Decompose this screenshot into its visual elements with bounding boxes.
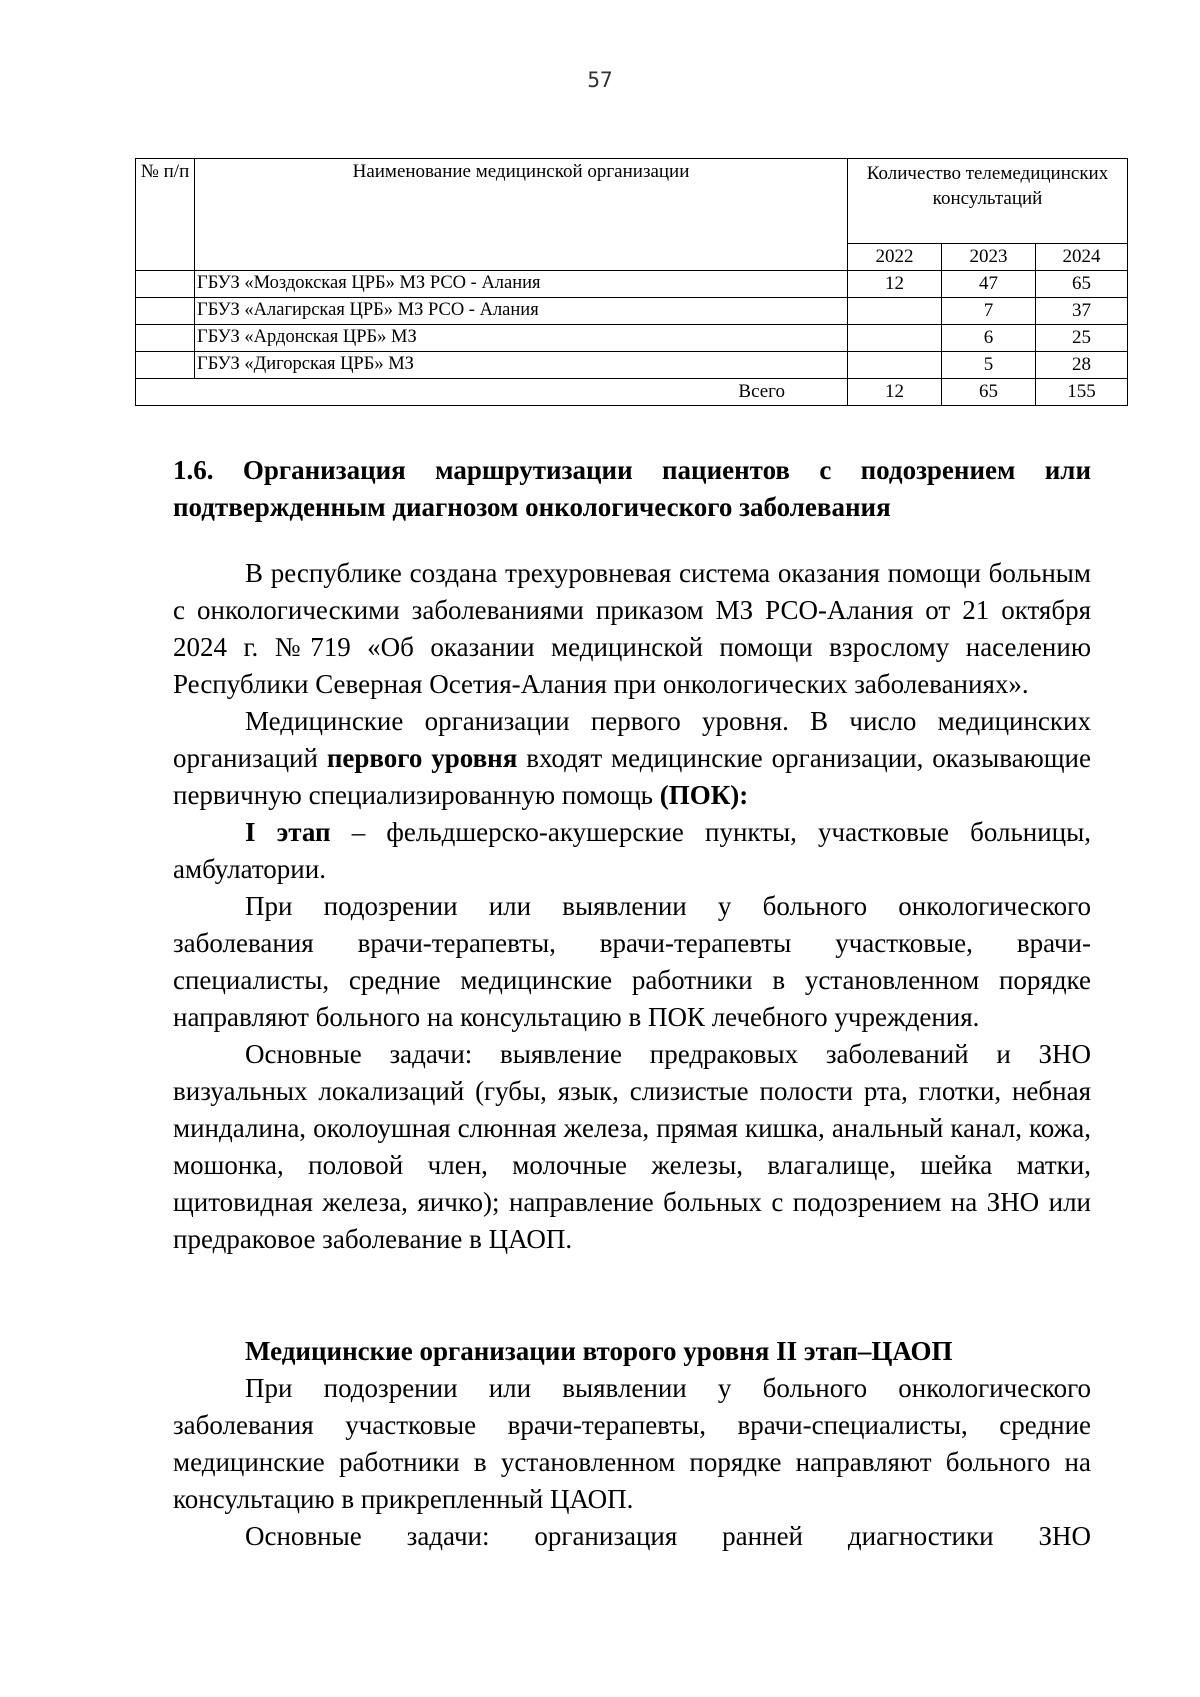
table-total-row [136, 379, 1128, 406]
row-num [136, 325, 195, 352]
row-org: ГБУЗ «Моздокская ЦРБ» МЗ РСО - Алания [195, 271, 848, 298]
paragraph-main-tasks: Основные задачи: выявление предраковых заболеваний и ЗНО визуальных локализаций (губы, язык, слизистые полости рта, глотки, небная миндалина, околоушная слюнная железа, прямая кишка, анальный канал, кожа, мошонка, половой член, молочные железы, влагалище, шейка матки, щитовидная железа, яичко); направление больных с подозрением на ЗНО или предраковое заболевание в ЦАОП. [173, 1039, 1091, 1254]
row-2024: 28 [1036, 352, 1128, 379]
table-row [136, 352, 1128, 379]
table-row [136, 325, 1128, 352]
row-org: ГБУЗ «Дигорская ЦРБ» МЗ [195, 352, 848, 379]
first-level-bold: первого уровня [326, 743, 518, 773]
header-count: Количество телемедицинских консультаций [848, 159, 1128, 244]
row-num [136, 271, 195, 298]
stage-one-bold: I этап [245, 817, 331, 847]
first-level-text-c: входят медицинские организации, оказывающие первичную специализированную помощь [173, 743, 1091, 810]
paragraph-suspicion: При подозрении или выявлении у больного онкологического заболевания врачи-терапевты, врачи-терапевты участковые, врачи-специалисты, средние медицинские работники в установленном порядке направляют больного на консультацию в ПОК лечебного учреждения. [173, 891, 1091, 1032]
total-2024: 155 [1036, 379, 1128, 406]
row-2022 [848, 298, 942, 325]
header-year-2024: 2024 [1036, 244, 1128, 271]
row-org: ГБУЗ «Ардонская ЦРБ» МЗ [195, 325, 848, 352]
header-year-2023: 2023 [942, 244, 1036, 271]
first-level-text-a: Медицинские организации первого уровня. В число медицинских организаций [173, 706, 1091, 773]
header-num: № п/п [136, 159, 195, 271]
row-2023: 47 [942, 271, 1036, 298]
section-heading: 1.6. Организация маршрутизации пациентов с подозрением или подтвержденным диагнозом онкологического заболевания [173, 455, 1091, 522]
paragraph-first-level [173, 703, 1091, 814]
telemedicine-consultations-table [135, 158, 1128, 406]
total-label: Всего [136, 379, 848, 406]
page-number: 57 [587, 68, 613, 92]
paragraph-second-level-tasks: Основные задачи: организация ранней диагностики ЗНО [245, 1521, 1091, 1551]
stage-one-text: – фельдшерско-акушерские пункты, участковые больницы, амбулатории. [173, 817, 1092, 884]
row-2022 [848, 352, 942, 379]
pok-bold: (ПОК): [659, 780, 749, 810]
header-org-name: Наименование медицинской организации [195, 159, 848, 271]
total-2023: 65 [942, 379, 1036, 406]
table-row [136, 271, 1128, 298]
section-body-first-level [173, 555, 1091, 1258]
row-2024: 65 [1036, 271, 1128, 298]
row-num [136, 298, 195, 325]
row-2023: 6 [942, 325, 1036, 352]
row-num [136, 352, 195, 379]
row-2022 [848, 325, 942, 352]
row-2023: 7 [942, 298, 1036, 325]
row-org: ГБУЗ «Алагирская ЦРБ» МЗ РСО - Алания [195, 298, 848, 325]
row-2022: 12 [848, 271, 942, 298]
table-row [136, 298, 1128, 325]
paragraph-intro: В республике создана трехуровневая система оказания помощи больным с онкологическими заболеваниями приказом МЗ РСО-Алания от 21 октября 2024 г. №719 «Об оказании медицинской помощи взрослому населению Республики Северная Осетия-Алания при онкологических заболеваниях». [173, 558, 1091, 699]
header-year-2022: 2022 [848, 244, 942, 271]
row-2024: 37 [1036, 298, 1128, 325]
row-2024: 25 [1036, 325, 1128, 352]
total-2022: 12 [848, 379, 942, 406]
paragraph-stage-one [173, 814, 1091, 888]
paragraph-second-level-suspicion: При подозрении или выявлении у больного онкологического заболевания участковые врачи-терапевты, врачи-специалисты, средние медицинские работники в установленном порядке направляют больного на консультацию в прикрепленный ЦАОП. [173, 1373, 1091, 1514]
sub-heading-second-level: Медицинские организации второго уровня II этап–ЦАОП [245, 1336, 953, 1366]
section-body-second-level [173, 1333, 1091, 1555]
row-2023: 5 [942, 352, 1036, 379]
